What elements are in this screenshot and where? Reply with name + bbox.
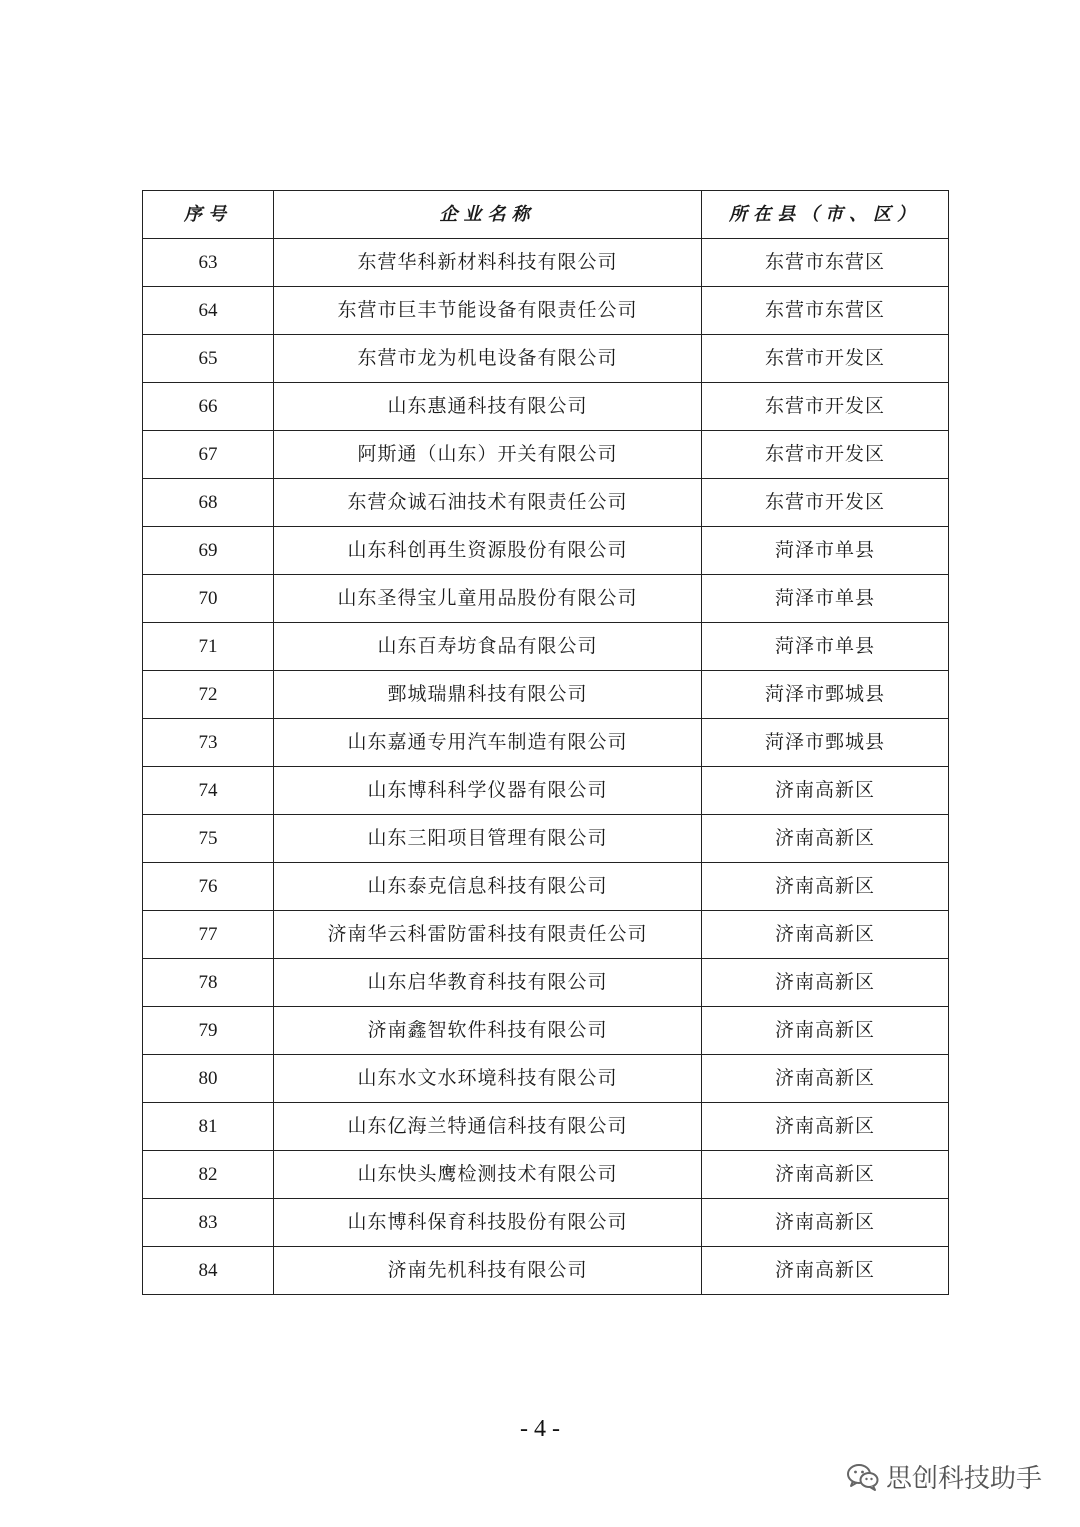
table-row xyxy=(143,1007,949,1055)
row-company-name: 山东科创再生资源股份有限公司 xyxy=(274,527,702,575)
row-company-name: 东营众诚石油技术有限责任公司 xyxy=(274,479,702,527)
row-location: 济南高新区 xyxy=(702,815,949,863)
table-row xyxy=(143,959,949,1007)
row-location: 菏泽市单县 xyxy=(702,527,949,575)
table-row xyxy=(143,1199,949,1247)
watermark-text: 思创科技助手 xyxy=(885,1464,1042,1494)
table-row xyxy=(143,1103,949,1151)
row-index: 67 xyxy=(143,431,274,479)
row-location: 菏泽市单县 xyxy=(702,575,949,623)
row-index: 82 xyxy=(143,1151,274,1199)
row-location: 菏泽市鄄城县 xyxy=(702,671,949,719)
row-index: 63 xyxy=(143,239,274,287)
row-company-name: 济南华云科雷防雷科技有限责任公司 xyxy=(274,911,702,959)
row-company-name: 山东圣得宝儿童用品股份有限公司 xyxy=(274,575,702,623)
row-index: 78 xyxy=(143,959,274,1007)
row-location: 济南高新区 xyxy=(702,863,949,911)
table-row xyxy=(143,479,949,527)
enterprise-table xyxy=(142,190,949,1295)
wechat-icon xyxy=(846,1462,880,1492)
row-company-name: 济南先机科技有限公司 xyxy=(274,1247,702,1295)
table-row xyxy=(143,527,949,575)
table-row xyxy=(143,911,949,959)
table-row xyxy=(143,575,949,623)
table-row xyxy=(143,863,949,911)
row-company-name: 东营市龙为机电设备有限公司 xyxy=(274,335,702,383)
row-location: 东营市开发区 xyxy=(702,479,949,527)
row-index: 73 xyxy=(143,719,274,767)
row-company-name: 济南鑫智软件科技有限公司 xyxy=(274,1007,702,1055)
table-row xyxy=(143,431,949,479)
row-location: 济南高新区 xyxy=(702,1247,949,1295)
table-row xyxy=(143,1055,949,1103)
table-row xyxy=(143,671,949,719)
row-index: 79 xyxy=(143,1007,274,1055)
row-location: 东营市东营区 xyxy=(702,239,949,287)
row-location: 东营市开发区 xyxy=(702,335,949,383)
row-company-name: 山东三阳项目管理有限公司 xyxy=(274,815,702,863)
row-company-name: 东营市巨丰节能设备有限责任公司 xyxy=(274,287,702,335)
row-index: 72 xyxy=(143,671,274,719)
row-index: 66 xyxy=(143,383,274,431)
row-company-name: 山东启华教育科技有限公司 xyxy=(274,959,702,1007)
row-location: 济南高新区 xyxy=(702,1151,949,1199)
row-company-name: 山东百寿坊食品有限公司 xyxy=(274,623,702,671)
row-location: 东营市开发区 xyxy=(702,383,949,431)
row-location: 济南高新区 xyxy=(702,767,949,815)
table-row xyxy=(143,239,949,287)
row-index: 83 xyxy=(143,1199,274,1247)
row-index: 70 xyxy=(143,575,274,623)
table-row xyxy=(143,1247,949,1295)
table-row xyxy=(143,335,949,383)
row-company-name: 山东博科保育科技股份有限公司 xyxy=(274,1199,702,1247)
header-index: 序号 xyxy=(143,191,274,239)
row-company-name: 东营华科新材料科技有限公司 xyxy=(274,239,702,287)
row-location: 济南高新区 xyxy=(702,1055,949,1103)
row-company-name: 阿斯通（山东）开关有限公司 xyxy=(274,431,702,479)
table-row xyxy=(143,1151,949,1199)
table-body xyxy=(143,239,949,1295)
row-index: 68 xyxy=(143,479,274,527)
row-company-name: 鄄城瑞鼎科技有限公司 xyxy=(274,671,702,719)
row-index: 74 xyxy=(143,767,274,815)
table-row xyxy=(143,767,949,815)
row-index: 81 xyxy=(143,1103,274,1151)
row-company-name: 山东快头鹰检测技术有限公司 xyxy=(274,1151,702,1199)
row-index: 80 xyxy=(143,1055,274,1103)
row-company-name: 山东水文水环境科技有限公司 xyxy=(274,1055,702,1103)
row-index: 75 xyxy=(143,815,274,863)
row-index: 64 xyxy=(143,287,274,335)
row-location: 东营市东营区 xyxy=(702,287,949,335)
table-row xyxy=(143,383,949,431)
row-location: 济南高新区 xyxy=(702,911,949,959)
row-location: 济南高新区 xyxy=(702,1199,949,1247)
row-index: 77 xyxy=(143,911,274,959)
row-company-name: 山东惠通科技有限公司 xyxy=(274,383,702,431)
header-company: 企业名称 xyxy=(274,191,702,239)
page-number: - 4 - xyxy=(520,1416,560,1442)
table-header-row xyxy=(143,191,949,239)
row-location: 济南高新区 xyxy=(702,959,949,1007)
row-index: 76 xyxy=(143,863,274,911)
row-location: 济南高新区 xyxy=(702,1007,949,1055)
row-location: 菏泽市单县 xyxy=(702,623,949,671)
watermark xyxy=(846,1458,1042,1495)
row-index: 71 xyxy=(143,623,274,671)
table-row xyxy=(143,719,949,767)
row-company-name: 山东亿海兰特通信科技有限公司 xyxy=(274,1103,702,1151)
row-company-name: 山东嘉通专用汽车制造有限公司 xyxy=(274,719,702,767)
row-location: 济南高新区 xyxy=(702,1103,949,1151)
table-row xyxy=(143,623,949,671)
row-index: 84 xyxy=(143,1247,274,1295)
table-row xyxy=(143,287,949,335)
row-location: 菏泽市鄄城县 xyxy=(702,719,949,767)
table-row xyxy=(143,815,949,863)
header-location: 所在县（市、区） xyxy=(702,191,949,239)
row-company-name: 山东泰克信息科技有限公司 xyxy=(274,863,702,911)
row-location: 东营市开发区 xyxy=(702,431,949,479)
row-index: 69 xyxy=(143,527,274,575)
row-company-name: 山东博科科学仪器有限公司 xyxy=(274,767,702,815)
row-index: 65 xyxy=(143,335,274,383)
